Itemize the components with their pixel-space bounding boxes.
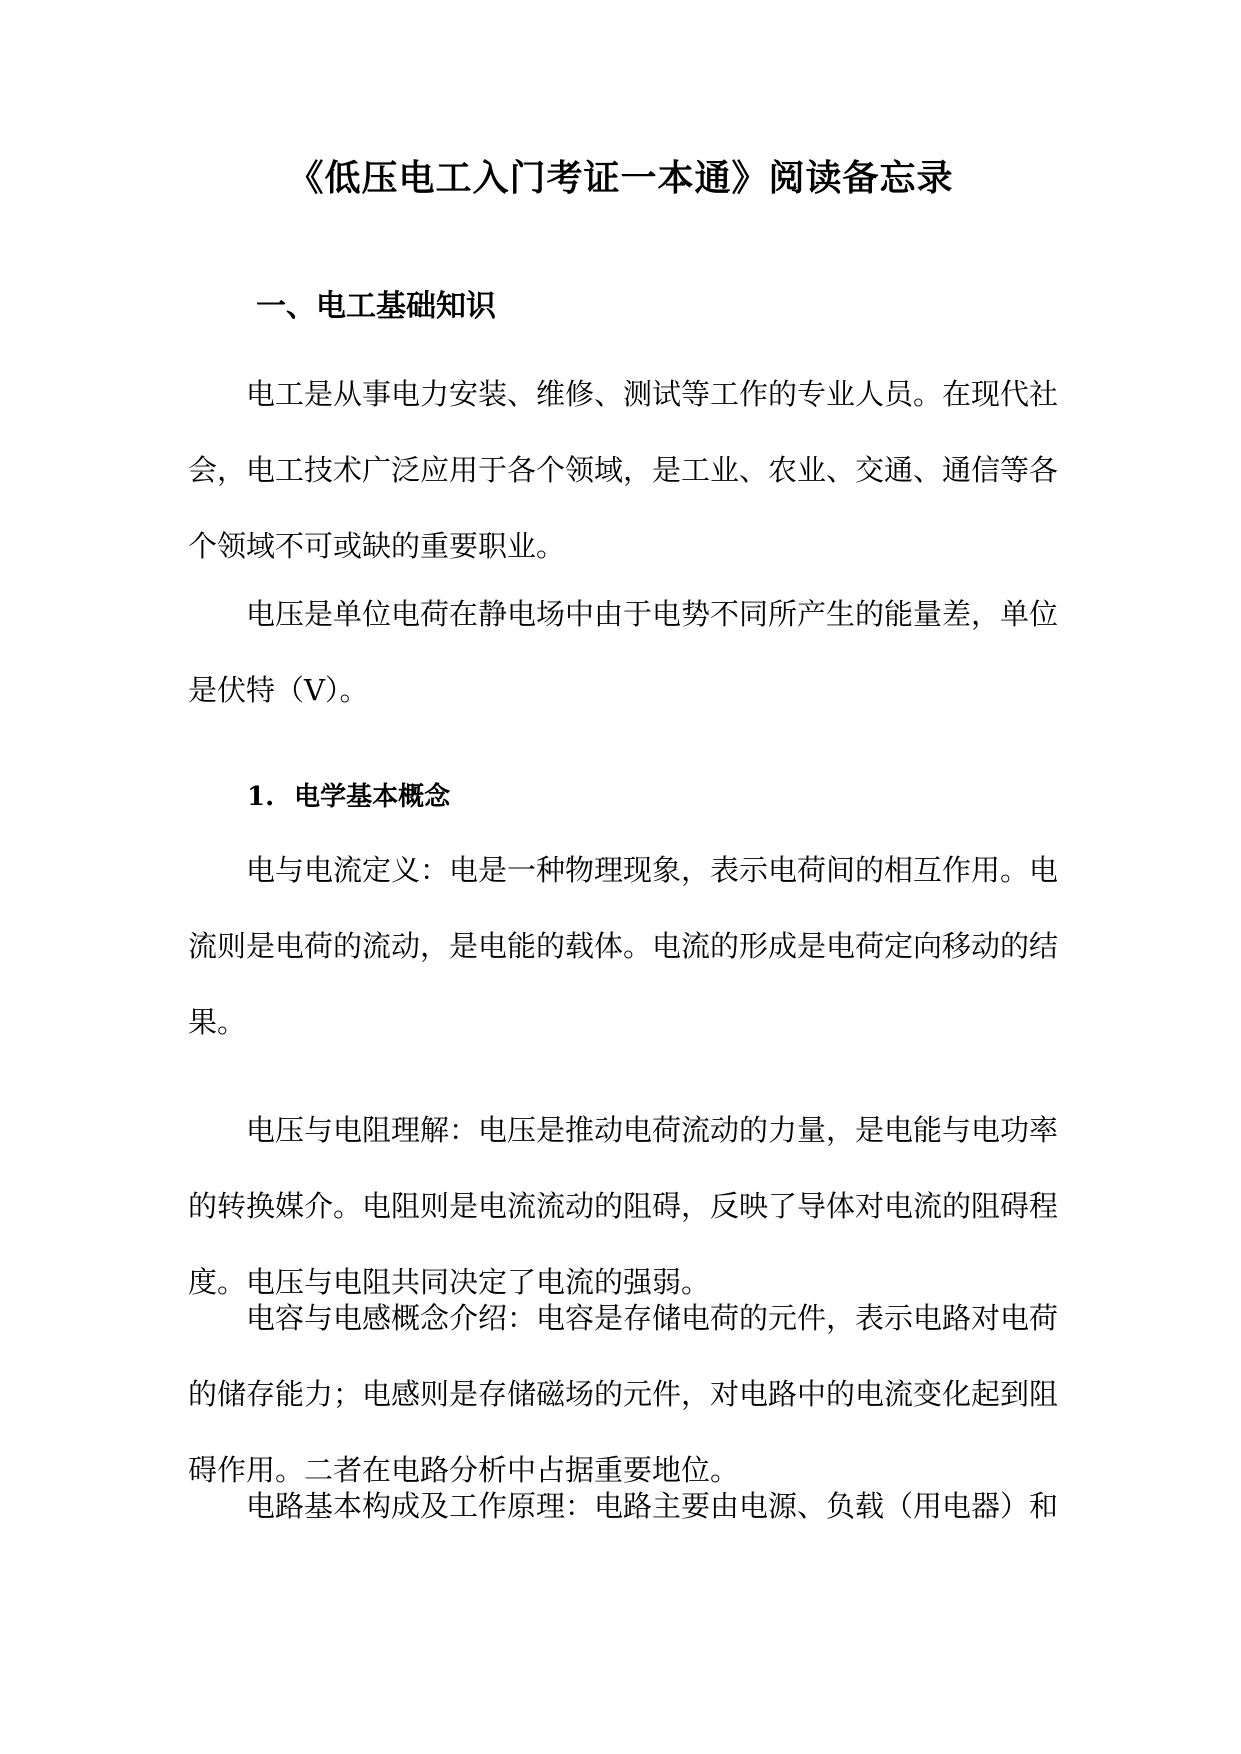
subsection-title: 电学基本概念	[294, 782, 451, 812]
paragraph: 电压是单位电荷在静电场中由于电势不同所产生的能量差，单位是伏特（V）。	[188, 597, 1059, 707]
subsection-heading	[247, 772, 450, 822]
section-heading: 一、电工基础知识	[256, 289, 496, 324]
paragraph: 电压与电阻理解：电压是推动电荷流动的力量，是电能与电功率的转换媒介。电阻则是电流流动的阻碍，反映了导体对电流的阻碍程度。电压与电阻共同决定了电流的强弱。	[188, 1113, 1059, 1299]
paragraph: 电工是从事电力安装、维修、测试等工作的专业人员。在现代社会，电工技术广泛应用于各个领域，是工业、农业、交通、通信等各个领域不可或缺的重要职业。	[188, 377, 1059, 563]
paragraph: 电路基本构成及工作原理：电路主要由电源、负载（用电器）和	[246, 1489, 1059, 1523]
subsection-number: 1.	[247, 782, 275, 812]
paragraph: 电容与电感概念介绍：电容是存储电荷的元件，表示电路对电荷的储存能力；电感则是存储磁场的元件，对电路中的电流变化起到阻碍作用。二者在电路分析中占据重要地位。	[188, 1301, 1059, 1487]
document-title: 《低压电工入门考证一本通》阅读备忘录	[287, 157, 954, 199]
paragraph: 电与电流定义：电是一种物理现象，表示电荷间的相互作用。电流则是电荷的流动，是电能的载体。电流的形成是电荷定向移动的结果。	[188, 853, 1059, 1039]
